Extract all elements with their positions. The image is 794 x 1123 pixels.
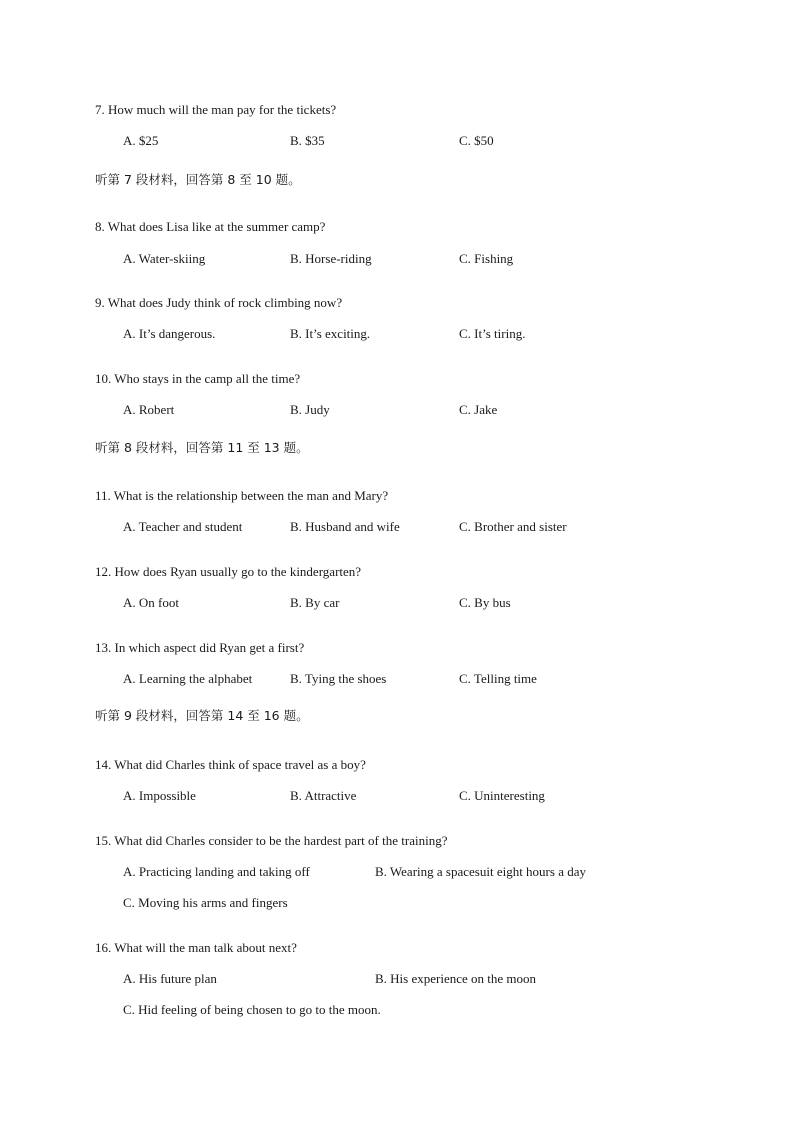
question-10-option-a: A. Robert <box>123 402 175 417</box>
question-13-option-a: A. Learning the alphabet <box>123 671 253 686</box>
question-11-option-c: C. Brother and sister <box>459 519 567 534</box>
question-16-option-b: B. His experience on the moon <box>375 971 537 986</box>
question-14-option-a: A. Impossible <box>123 788 196 803</box>
question-9-option-a: A. It’s dangerous. <box>123 326 216 341</box>
question-15-option-b: B. Wearing a spacesuit eight hours a day <box>375 864 586 879</box>
question-12-option-a: A. On foot <box>123 595 179 610</box>
question-9-option-b: B. It’s exciting. <box>290 326 371 341</box>
section-header-7: 听第 7 段材料，回答第 8 至 10 题。 <box>95 172 301 187</box>
question-13-text: 13. In which aspect did Ryan get a first? <box>95 640 305 655</box>
question-8-option-c: C. Fishing <box>459 251 514 266</box>
question-9-option-c: C. It’s tiring. <box>459 326 526 341</box>
question-8-option-b: B. Horse-riding <box>290 251 372 266</box>
section-header-8: 听第 8 段材料，回答第 11 至 13 题。 <box>95 440 309 455</box>
question-7-option-a: A. $25 <box>123 133 159 148</box>
question-11-option-a: A. Teacher and student <box>123 519 243 534</box>
question-13-option-c: C. Telling time <box>459 671 537 686</box>
question-14-option-c: C. Uninteresting <box>459 788 545 803</box>
question-14-text: 14. What did Charles think of space travel as a boy? <box>95 757 366 772</box>
question-11-option-b: B. Husband and wife <box>290 519 400 534</box>
question-7-option-c: C. $50 <box>459 133 494 148</box>
question-13-option-b: B. Tying the shoes <box>290 671 387 686</box>
question-10-option-b: B. Judy <box>290 402 330 417</box>
section-header-9: 听第 9 段材料，回答第 14 至 16 题。 <box>95 708 309 723</box>
question-16-option-c: C. Hid feeling of being chosen to go to the moon. <box>123 1002 381 1017</box>
question-10-option-c: C. Jake <box>459 402 498 417</box>
question-10-text: 10. Who stays in the camp all the time? <box>95 371 301 386</box>
question-11-text: 11. What is the relationship between the man and Mary? <box>95 488 389 503</box>
question-8-text: 8. What does Lisa like at the summer camp? <box>95 219 326 234</box>
question-12-option-c: C. By bus <box>459 595 511 610</box>
question-12-option-b: B. By car <box>290 595 340 610</box>
question-7-option-b: B. $35 <box>290 133 325 148</box>
question-16-option-a: A. His future plan <box>123 971 217 986</box>
question-15-text: 15. What did Charles consider to be the hardest part of the training? <box>95 833 448 848</box>
question-14-option-b: B. Attractive <box>290 788 357 803</box>
question-12-text: 12. How does Ryan usually go to the kindergarten? <box>95 564 362 579</box>
question-8-option-a: A. Water-skiing <box>123 251 206 266</box>
question-15-option-a: A. Practicing landing and taking off <box>123 864 310 879</box>
question-9-text: 9. What does Judy think of rock climbing now? <box>95 295 343 310</box>
question-7-text: 7. How much will the man pay for the tickets? <box>95 102 337 117</box>
question-16-text: 16. What will the man talk about next? <box>95 940 297 955</box>
question-15-option-c: C. Moving his arms and fingers <box>123 895 288 910</box>
